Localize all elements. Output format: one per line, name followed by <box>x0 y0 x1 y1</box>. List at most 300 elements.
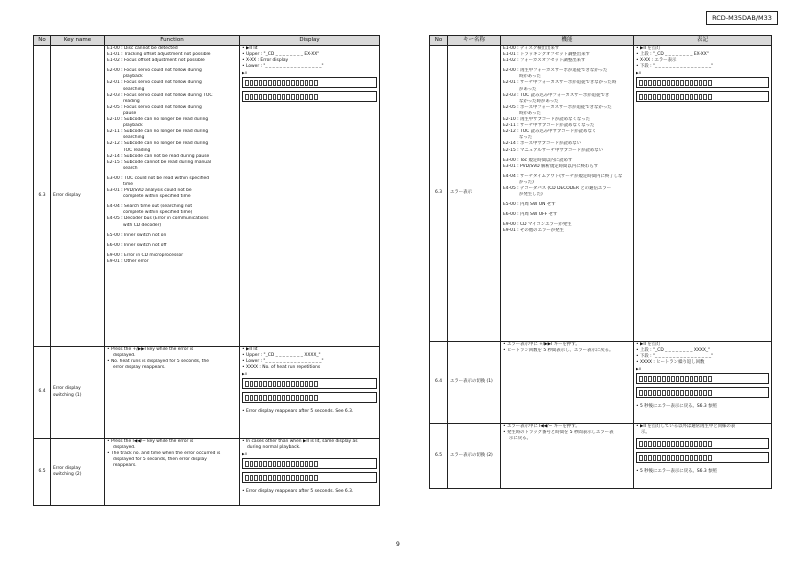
lcd-char-cell <box>685 376 689 382</box>
list-item: かった) <box>519 179 534 185</box>
list-item: E5-00 : 内周 SW ON せず <box>503 202 556 208</box>
lcd-char-cell <box>291 94 295 100</box>
lcd-char-cell <box>296 461 300 467</box>
table-row <box>430 342 772 424</box>
lcd-char-cell <box>263 475 267 481</box>
list-item: TOC reading <box>123 147 151 153</box>
col-key-name: キー名称 <box>448 36 501 46</box>
list-item: E4-05 : Decoder bus (Error in communications <box>107 216 209 222</box>
lcd-char-cell <box>644 441 648 447</box>
lcd-char-cell <box>639 455 643 461</box>
list-item: • ヒートラン回数を 5 秒間表示し、エラー表示に戻る。 <box>503 348 614 354</box>
lower-text: • 下段 : "_ _ _ _ _ _ _ _ _ _ _ _ _ _ _ _" <box>636 64 714 70</box>
list-item: complete within specified time) <box>123 210 193 216</box>
lcd-char-cell <box>648 376 652 382</box>
lcd-char-cell <box>282 395 286 401</box>
lcd-char-cell <box>699 376 703 382</box>
lcd-char-cell <box>250 381 254 387</box>
indicator-text: • ▶II を点灯 <box>636 342 661 347</box>
lcd-char-cell <box>277 80 281 86</box>
lcd-char-cell <box>254 475 258 481</box>
lcd-char-cell <box>653 390 657 396</box>
lcd-char-cell <box>259 475 263 481</box>
row-no: 6.4 <box>34 347 51 439</box>
lcd-lower <box>242 472 377 483</box>
lcd-char-cell <box>305 381 309 387</box>
lcd-char-cell <box>300 395 304 401</box>
lcd-char-cell <box>671 390 675 396</box>
lcd-char-cell <box>657 94 661 100</box>
list-item: E2-14 : ポーズ中サブコードが読めない <box>503 141 582 147</box>
lcd-char-cell <box>662 455 666 461</box>
col-key-name: Key name <box>51 36 105 46</box>
lcd-char-cell <box>685 441 689 447</box>
lcd-upper <box>636 373 769 384</box>
list-item: • Press the I◀◀/− key while the error is <box>107 439 194 444</box>
lcd-char-cell <box>296 475 300 481</box>
lcd-char-cell <box>648 80 652 86</box>
lcd-char-cell <box>268 475 272 481</box>
lcd-char-cell <box>282 461 286 467</box>
lcd-char-cell <box>703 80 707 86</box>
lcd-lower <box>636 387 769 398</box>
lcd-char-cell <box>286 80 290 86</box>
list-item: なかった時があった <box>519 98 559 104</box>
lcd-char-cell <box>305 475 309 481</box>
lcd-char-cell <box>639 390 643 396</box>
indicator-text: • ▶II lit <box>242 347 258 352</box>
lcd-char-cell <box>296 94 300 100</box>
play-pause-icon: ▶II <box>636 367 641 372</box>
lcd-char-cell <box>703 376 707 382</box>
lcd-char-cell <box>708 455 712 461</box>
lcd-char-cell <box>245 94 249 100</box>
function-list <box>501 424 634 489</box>
list-item: E4-04 : Search time out (searching not <box>107 204 193 210</box>
lcd-char-cell <box>263 381 267 387</box>
lcd-upper <box>636 438 769 449</box>
list-item: E2-10 : Subcode can no longer be read during <box>107 117 209 123</box>
lcd-char-cell <box>676 455 680 461</box>
lcd-char-cell <box>680 455 684 461</box>
lcd-char-cell <box>667 441 671 447</box>
list-item: E1-01 : トラッキングオフセット調整出来ず <box>503 52 590 58</box>
lcd-upper <box>242 378 377 389</box>
list-item: E2-00 : 再生中フォーカスサーボが追従できなかった <box>503 68 608 74</box>
list-item: E9-01 : その他のエラーが発生 <box>503 228 564 234</box>
lcd-char-cell <box>259 461 263 467</box>
lcd-char-cell <box>662 80 666 86</box>
lcd-char-cell <box>300 461 304 467</box>
lcd-char-cell <box>639 94 643 100</box>
lcd-char-cell <box>268 381 272 387</box>
lcd-char-cell <box>699 80 703 86</box>
list-item: playback <box>123 74 143 80</box>
lcd-char-cell <box>671 455 675 461</box>
list-item: displayed. <box>113 445 136 451</box>
xx-text: • X-XX : Error display <box>242 58 289 64</box>
list-item: E3-00 : Toc 規定時間以内に読めず <box>503 157 573 163</box>
row-no: 6.3 <box>430 46 448 342</box>
lcd-char-cell <box>305 80 309 86</box>
list-item: E3-01 : PVD/SVD analysis could not be <box>107 188 192 194</box>
list-item: E2-12 : TOC 読み込み中サブコードが読めなく <box>503 129 597 135</box>
lcd-char-cell <box>268 395 272 401</box>
note-text: • 5 秒後にエラー表示に戻る。S6.3 参照 <box>636 404 717 410</box>
lcd-char-cell <box>653 80 657 86</box>
lcd-char-cell <box>667 376 671 382</box>
lcd-char-cell <box>671 80 675 86</box>
row-key-name: エラー表示の切換 (1) <box>448 342 501 424</box>
lcd-char-cell <box>314 475 318 481</box>
list-item: E2-11 : Subcode can no longer be read during <box>107 129 209 135</box>
lcd-char-cell <box>250 94 254 100</box>
lcd-char-cell <box>259 80 263 86</box>
upper-text: • Upper : "_CD _ _ _ _ _ _ _ _ XXXX_" <box>242 353 321 359</box>
lcd-char-cell <box>296 381 300 387</box>
lcd-char-cell <box>291 395 295 401</box>
lcd-char-cell <box>309 475 313 481</box>
lcd-char-cell <box>708 80 712 86</box>
lcd-char-cell <box>690 94 694 100</box>
lcd-char-cell <box>662 441 666 447</box>
lcd-char-cell <box>703 455 707 461</box>
lcd-char-cell <box>662 376 666 382</box>
list-item: E2-05 : ポーズ中フォーカスサーボが追従できなかった <box>503 104 612 110</box>
list-item: • No. heat runs is displayed for 5 seconds, the <box>107 359 209 365</box>
lcd-lower <box>636 91 769 102</box>
lcd-char-cell <box>648 94 652 100</box>
lcd-char-cell <box>671 94 675 100</box>
lcd-char-cell <box>690 441 694 447</box>
play-pause-icon: ▶II <box>242 71 247 76</box>
lcd-char-cell <box>657 80 661 86</box>
lcd-char-cell <box>653 455 657 461</box>
lcd-char-cell <box>644 390 648 396</box>
lcd-char-cell <box>277 94 281 100</box>
lcd-char-cell <box>277 381 281 387</box>
lcd-char-cell <box>273 395 277 401</box>
lcd-char-cell <box>708 94 712 100</box>
col-no: No <box>430 36 448 46</box>
row-key-name: Error display <box>51 46 105 347</box>
function-list <box>105 439 240 506</box>
lower-text: • Lower : "_ _ _ _ _ _ _ _ _ _ _ _ _ _ _ _" <box>242 359 324 365</box>
lcd-char-cell <box>273 381 277 387</box>
list-item: E4-05 : デコーダバス (CD DECODER との通信エラー <box>503 185 612 191</box>
lcd-char-cell <box>639 441 643 447</box>
lcd-char-cell <box>309 395 313 401</box>
list-item: reading <box>123 98 140 104</box>
lcd-char-cell <box>314 80 318 86</box>
lcd-char-cell <box>277 461 281 467</box>
lcd-char-cell <box>291 80 295 86</box>
list-item: searching <box>123 135 145 141</box>
list-item: 時があった <box>519 74 541 80</box>
lcd-char-cell <box>639 80 643 86</box>
list-item: E9-00 : CD マイコンエラーが発生 <box>503 222 572 228</box>
lcd-char-cell <box>250 461 254 467</box>
lcd-char-cell <box>708 390 712 396</box>
list-item: E2-03 : Focus servo could not follow during TOC <box>107 92 213 98</box>
lcd-char-cell <box>286 381 290 387</box>
row-no: 6.5 <box>34 439 51 506</box>
display-cell <box>634 46 772 342</box>
lcd-char-cell <box>699 94 703 100</box>
table-header <box>430 36 772 46</box>
row-no: 6.4 <box>430 342 448 424</box>
lower-text: • Lower : "_ _ _ _ _ _ _ _ _ _ _ _ _ _ _ _" <box>242 64 324 70</box>
lcd-char-cell <box>300 94 304 100</box>
list-item: searching <box>123 86 145 92</box>
list-item: E6-00 : Inner switch not off <box>107 242 167 248</box>
function-list <box>501 342 634 424</box>
model-number-box: RCD-M35DAB/M33 <box>706 11 778 25</box>
lcd-char-cell <box>676 390 680 396</box>
table-row <box>34 439 380 506</box>
lcd-char-cell <box>314 395 318 401</box>
lcd-char-cell <box>694 80 698 86</box>
display-cell <box>634 424 772 489</box>
lcd-char-cell <box>699 441 703 447</box>
lcd-char-cell <box>653 94 657 100</box>
lcd-char-cell <box>314 94 318 100</box>
lcd-char-cell <box>694 455 698 461</box>
lcd-char-cell <box>676 376 680 382</box>
list-item: E5-00 : Inner switch not on <box>107 232 167 238</box>
lcd-char-cell <box>699 455 703 461</box>
lcd-char-cell <box>273 461 277 467</box>
xx-text: • XXXX : ヒートラン繰り返し回数 <box>636 360 705 366</box>
list-item: • Press the +/▶▶I key while the error is <box>107 347 194 352</box>
error-table-english <box>33 35 380 506</box>
xx-text: • X-XX : エラー表示 <box>636 58 677 64</box>
lcd-char-cell <box>254 381 258 387</box>
list-item: time <box>123 181 133 187</box>
lcd-upper <box>242 77 377 88</box>
list-item: E3-00 : TOC could not be read within specified <box>107 175 210 181</box>
row-no: 6.3 <box>34 46 51 347</box>
list-item: E1-01 : Tracking offset adjustment not possible <box>107 52 211 58</box>
lcd-char-cell <box>309 80 313 86</box>
lcd-char-cell <box>680 80 684 86</box>
row-key-name: エラー表示 <box>448 46 501 342</box>
list-item: E1-02 : Focus offset adjustment not possible <box>107 58 205 64</box>
lcd-char-cell <box>291 475 295 481</box>
list-item: E2-03 : TOC 読み込み中フォーカスサーボが追従でき <box>503 92 610 98</box>
list-item: E2-15 : Subcode cannot be read during manual <box>107 159 211 165</box>
lcd-char-cell <box>639 376 643 382</box>
lcd-char-cell <box>263 94 267 100</box>
display-line: • ▶II を点灯している以外は通常再生中と同様の表 <box>636 424 736 429</box>
list-item: E6-00 : 内周 SW OFF せず <box>503 212 558 218</box>
col-no: No <box>34 36 51 46</box>
lcd-char-cell <box>259 381 263 387</box>
lcd-char-cell <box>277 475 281 481</box>
lcd-char-cell <box>648 390 652 396</box>
lcd-char-cell <box>268 94 272 100</box>
play-pause-icon: ▶II <box>636 71 641 76</box>
list-item: E2-00 : Focus servo could not follow during <box>107 68 202 74</box>
lcd-char-cell <box>685 94 689 100</box>
list-item: E4-04 : サーチタイムアウト(サーチが規定時間内に終了しな <box>503 173 623 179</box>
lcd-char-cell <box>263 395 267 401</box>
table-row <box>430 424 772 489</box>
lcd-char-cell <box>300 475 304 481</box>
list-item: complete within specified time <box>123 194 191 200</box>
upper-text: • Upper : "_CD _ _ _ _ _ _ _ _ EX-XX" <box>242 52 320 58</box>
lcd-char-cell <box>657 376 661 382</box>
display-cell <box>240 46 380 347</box>
lcd-char-cell <box>250 80 254 86</box>
lcd-char-cell <box>694 441 698 447</box>
lcd-char-cell <box>282 475 286 481</box>
list-item: 時があった <box>519 110 541 116</box>
lcd-char-cell <box>653 376 657 382</box>
list-item: E2-15 : マニュアルサーチ中サブコードが読めない <box>503 147 604 153</box>
page-number: 9 <box>396 541 400 548</box>
row-key-name: エラー表示の切換 (2) <box>448 424 501 489</box>
lcd-char-cell <box>703 390 707 396</box>
lcd-char-cell <box>286 395 290 401</box>
lcd-char-cell <box>644 455 648 461</box>
note-text: • Error display reappears after 5 seconds. See 6.3. <box>242 489 354 495</box>
lcd-char-cell <box>671 441 675 447</box>
lcd-char-cell <box>254 80 258 86</box>
lcd-char-cell <box>273 475 277 481</box>
lcd-char-cell <box>680 376 684 382</box>
row-no: 6.5 <box>430 424 448 489</box>
lcd-char-cell <box>263 80 267 86</box>
lcd-char-cell <box>667 94 671 100</box>
play-pause-icon: ▶II <box>242 372 247 377</box>
lcd-char-cell <box>648 441 652 447</box>
lcd-char-cell <box>708 441 712 447</box>
lcd-char-cell <box>309 381 313 387</box>
display-cell <box>634 342 772 424</box>
lcd-char-cell <box>690 80 694 86</box>
xx-text: • XXXX : No. of heat run repetitions <box>242 365 321 371</box>
lcd-char-cell <box>300 80 304 86</box>
lcd-char-cell <box>685 80 689 86</box>
lcd-char-cell <box>286 475 290 481</box>
lcd-upper <box>242 458 377 469</box>
row-key-name: Error display switching (2) <box>51 439 105 506</box>
list-item: が発生した) <box>519 192 543 198</box>
lcd-char-cell <box>282 94 286 100</box>
lcd-char-cell <box>314 381 318 387</box>
display-cell <box>240 347 380 439</box>
list-item: E1-00 : Disc cannot be detected <box>107 46 178 51</box>
list-item: • 発生時のトラック番号と時間を 5 秒間表示しエラー表 <box>503 430 614 436</box>
list-item: reappears. <box>113 463 137 469</box>
lcd-char-cell <box>708 376 712 382</box>
note-text: • 5 秒後にエラー表示に戻る。S6.3 参照 <box>636 469 717 475</box>
lcd-char-cell <box>667 390 671 396</box>
lcd-char-cell <box>273 80 277 86</box>
lcd-char-cell <box>259 94 263 100</box>
lcd-char-cell <box>277 395 281 401</box>
note-text: • Error display reappears after 5 seconds. See 6.3. <box>242 409 354 415</box>
display-line: 示。 <box>641 430 650 436</box>
row-key-name: Error display switching (1) <box>51 347 105 439</box>
table-row <box>34 46 380 347</box>
lcd-char-cell <box>676 441 680 447</box>
list-item: E2-12 : Subcode can no longer be read during <box>107 141 209 147</box>
list-item: E3-01 : PVD/SVD 解析規定時間以内に終わらず <box>503 163 599 169</box>
lcd-lower <box>242 392 377 403</box>
list-item: • エラー表示中に I◀◀/− キーを押す。 <box>503 424 580 429</box>
list-item: pause <box>123 110 137 116</box>
list-item: E2-10 : 再生中サブコードが読めなくなった <box>503 117 591 123</box>
lcd-char-cell <box>680 390 684 396</box>
list-item: • The track no. and time when the error occurred is <box>107 451 221 457</box>
lcd-char-cell <box>296 395 300 401</box>
lcd-char-cell <box>273 94 277 100</box>
lcd-char-cell <box>667 455 671 461</box>
lcd-char-cell <box>685 455 689 461</box>
list-item: error display reappears. <box>113 365 166 371</box>
lcd-char-cell <box>309 94 313 100</box>
list-item: E9-00 : Error in CD microprocessor <box>107 252 184 258</box>
lcd-char-cell <box>305 461 309 467</box>
lcd-char-cell <box>245 395 249 401</box>
list-item: playback <box>123 123 143 129</box>
col-function: Function <box>105 36 240 46</box>
list-item: E2-14 : Subcode can not be read during pause <box>107 153 210 159</box>
lcd-char-cell <box>245 475 249 481</box>
lcd-char-cell <box>694 390 698 396</box>
col-function: 機能 <box>501 36 634 46</box>
lcd-char-cell <box>676 94 680 100</box>
lcd-char-cell <box>263 461 267 467</box>
list-item: • エラー表示中に +/▶▶I キーを押す。 <box>503 342 580 347</box>
display-cell <box>240 439 380 506</box>
list-item: E9-01 : Other error <box>107 258 149 264</box>
lcd-char-cell <box>268 80 272 86</box>
lcd-upper <box>636 77 769 88</box>
error-table-japanese <box>429 35 772 489</box>
list-item: なった <box>519 135 533 141</box>
lcd-char-cell <box>676 80 680 86</box>
lcd-char-cell <box>699 390 703 396</box>
lcd-lower <box>242 91 377 102</box>
list-item: があった <box>519 86 537 92</box>
table-row <box>430 46 772 342</box>
list-item: search <box>123 165 138 171</box>
lcd-char-cell <box>694 376 698 382</box>
lcd-char-cell <box>680 441 684 447</box>
lcd-char-cell <box>690 455 694 461</box>
lcd-char-cell <box>305 395 309 401</box>
lcd-char-cell <box>296 80 300 86</box>
lcd-char-cell <box>662 94 666 100</box>
lcd-char-cell <box>694 94 698 100</box>
lcd-char-cell <box>690 376 694 382</box>
lcd-char-cell <box>268 461 272 467</box>
lcd-char-cell <box>648 455 652 461</box>
col-display: 表記 <box>634 36 772 46</box>
lcd-char-cell <box>644 376 648 382</box>
lcd-char-cell <box>690 390 694 396</box>
display-line: • In cases other than when ▶II is lit, same display as <box>242 439 358 444</box>
lcd-char-cell <box>680 94 684 100</box>
lower-text: • 下段 : "_ _ _ _ _ _ _ _ _ _ _ _ _ _ _ _" <box>636 354 714 360</box>
lcd-char-cell <box>250 475 254 481</box>
function-list <box>501 46 634 342</box>
lcd-char-cell <box>667 80 671 86</box>
list-item: displayed for 5 seconds, then error display <box>113 457 207 463</box>
